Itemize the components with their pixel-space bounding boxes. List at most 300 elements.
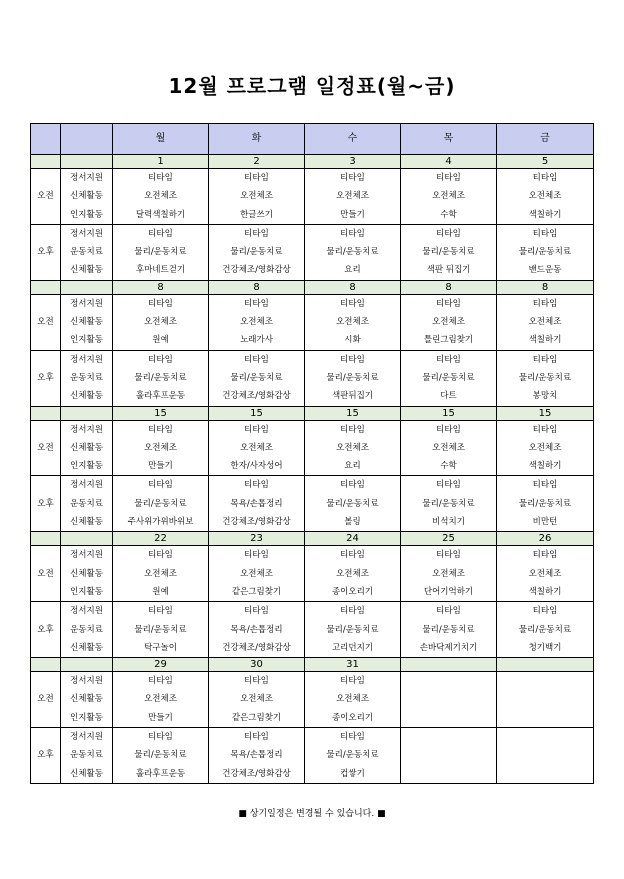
activity-cell xyxy=(113,672,209,728)
period-label: 오후 xyxy=(31,350,61,406)
morning-row xyxy=(31,546,594,602)
activity-text: 오전체조 xyxy=(240,694,273,705)
activity-cell xyxy=(113,546,209,602)
activity-text: 티타임 xyxy=(148,676,173,687)
category-label: 신체활동 xyxy=(70,768,103,779)
period-label: 오후 xyxy=(31,476,61,532)
activity-text: 오전체조 xyxy=(144,442,177,453)
category-label: 신체활동 xyxy=(70,317,103,328)
date-row-blank xyxy=(31,280,61,294)
activity-text: 종이오리기 xyxy=(331,712,374,723)
activity-cell xyxy=(209,350,305,406)
category-label: 정서지원 xyxy=(70,676,103,687)
day-header: 목 xyxy=(401,124,497,155)
activity-text xyxy=(497,672,593,690)
date-row xyxy=(31,280,594,294)
date-cell: 29 xyxy=(113,658,209,672)
activity-text: 건강체조/영화감상 xyxy=(222,642,291,653)
activity-text: 색판뒤집기 xyxy=(331,391,374,402)
activity-cell xyxy=(209,728,305,784)
activity-text: 오전체조 xyxy=(336,317,369,328)
activity-text: 비만턴 xyxy=(532,517,558,528)
activity-cell xyxy=(113,602,209,658)
activity-text: 물리/운동치료 xyxy=(518,624,572,635)
day-header: 화 xyxy=(209,124,305,155)
activity-text: 물리/운동치료 xyxy=(422,372,475,383)
activity-text: 만들기 xyxy=(148,461,173,472)
date-row-blank xyxy=(61,406,113,420)
morning-row xyxy=(31,294,594,350)
activity-text: 오전체조 xyxy=(432,317,465,328)
activity-text: 색칠하기 xyxy=(528,461,562,472)
activity-text: 티타임 xyxy=(436,298,461,309)
category-label: 정서지원 xyxy=(70,354,103,365)
activity-text: 티타임 xyxy=(340,173,365,183)
activity-text: 티타임 xyxy=(244,354,269,365)
activity-text: 티타임 xyxy=(532,550,558,561)
activity-text: 물리/운동치료 xyxy=(134,372,187,383)
category-label: 신체활동 xyxy=(70,694,103,705)
activity-text: 티타임 xyxy=(244,424,269,435)
category-cell xyxy=(61,169,113,225)
activity-cell xyxy=(401,602,497,658)
date-row xyxy=(31,155,594,169)
activity-text: 티타임 xyxy=(532,298,558,309)
date-cell: 24 xyxy=(305,532,401,546)
date-row-blank xyxy=(61,532,113,546)
activity-text xyxy=(497,709,593,727)
category-label: 운동치료 xyxy=(70,247,103,258)
activity-text: 티타임 xyxy=(148,173,173,183)
date-row xyxy=(31,658,594,672)
date-cell xyxy=(497,658,594,672)
activity-text xyxy=(497,728,593,746)
category-label: 신체활동 xyxy=(70,265,103,276)
activity-text: 다트 xyxy=(440,391,457,402)
activity-text: 물리/운동치료 xyxy=(422,624,475,635)
activity-text: 비석치기 xyxy=(432,517,465,528)
category-label: 인지활동 xyxy=(70,335,103,346)
activity-cell xyxy=(497,728,594,784)
date-cell: 25 xyxy=(401,532,497,546)
activity-cell xyxy=(305,728,401,784)
activity-text xyxy=(497,765,593,783)
activity-cell xyxy=(305,350,401,406)
activity-text xyxy=(401,746,496,764)
activity-text xyxy=(401,690,496,708)
activity-text: 티타임 xyxy=(244,676,269,687)
activity-cell xyxy=(401,728,497,784)
category-label: 신체활동 xyxy=(70,568,103,579)
activity-text xyxy=(401,765,496,783)
date-cell: 8 xyxy=(113,280,209,294)
category-cell xyxy=(61,294,113,350)
date-cell: 15 xyxy=(113,406,209,420)
activity-text: 물리/운동치료 xyxy=(326,372,379,383)
category-cell xyxy=(61,224,113,280)
activity-text: 오전체조 xyxy=(336,442,369,453)
category-label: 정서지원 xyxy=(70,424,103,435)
activity-text: 시화 xyxy=(344,335,361,346)
activity-cell xyxy=(113,350,209,406)
category-label: 인지활동 xyxy=(70,586,103,597)
activity-text: 오전체조 xyxy=(336,568,369,579)
period-label: 오후 xyxy=(31,224,61,280)
activity-text: 건강체조/영화감상 xyxy=(222,768,291,779)
date-cell: 4 xyxy=(401,155,497,169)
date-cell: 15 xyxy=(305,406,401,420)
activity-text: 노래가사 xyxy=(240,335,273,346)
category-label: 신체활동 xyxy=(70,517,103,528)
activity-cell xyxy=(497,420,594,476)
activity-text: 물리/운동치료 xyxy=(134,247,187,258)
activity-text: 단어기억하기 xyxy=(423,586,474,597)
activity-text: 물리/운동치료 xyxy=(326,750,379,761)
activity-text: 후마네트걷기 xyxy=(135,265,186,276)
header-blank-category xyxy=(61,124,113,155)
activity-text: 오전체조 xyxy=(144,694,177,705)
date-row-blank xyxy=(31,155,61,169)
activity-cell xyxy=(305,224,401,280)
activity-text: 티타임 xyxy=(148,228,173,239)
activity-text: 티타임 xyxy=(148,298,173,309)
activity-cell xyxy=(209,224,305,280)
activity-text: 오전체조 xyxy=(240,568,273,579)
activity-text: 오전체조 xyxy=(144,317,177,328)
activity-cell xyxy=(305,294,401,350)
date-cell: 8 xyxy=(401,280,497,294)
morning-row xyxy=(31,169,594,225)
activity-text: 티타임 xyxy=(436,354,461,365)
schedule-table xyxy=(30,123,594,784)
activity-text: 오전체조 xyxy=(240,442,273,453)
period-label: 오전 xyxy=(31,294,61,350)
period-label: 오전 xyxy=(31,420,61,476)
activity-cell xyxy=(401,672,497,728)
activity-cell xyxy=(305,420,401,476)
category-label: 신체활동 xyxy=(70,642,103,653)
activity-text: 티타임 xyxy=(340,606,365,617)
activity-cell xyxy=(113,294,209,350)
date-cell: 22 xyxy=(113,532,209,546)
activity-text: 오전체조 xyxy=(528,442,562,453)
activity-cell xyxy=(113,224,209,280)
activity-text: 색판 뒤집기 xyxy=(426,265,471,276)
activity-text: 물리/운동치료 xyxy=(518,247,572,258)
activity-cell xyxy=(305,546,401,602)
activity-text: 티타임 xyxy=(532,424,558,435)
date-row-blank xyxy=(31,532,61,546)
activity-cell xyxy=(497,546,594,602)
period-label: 오전 xyxy=(31,672,61,728)
category-label: 정서지원 xyxy=(70,298,103,309)
activity-text xyxy=(401,728,496,746)
activity-text: 목욕/손톱정리 xyxy=(230,498,283,509)
activity-text: 오전체조 xyxy=(144,191,177,202)
date-cell: 26 xyxy=(497,532,594,546)
activity-cell xyxy=(401,294,497,350)
activity-text xyxy=(497,690,593,708)
date-row-blank xyxy=(61,280,113,294)
activity-text: 같은그림찾기 xyxy=(231,586,282,597)
activity-cell xyxy=(401,169,497,225)
activity-text: 물리/운동치료 xyxy=(422,247,475,258)
date-row-blank xyxy=(61,155,113,169)
activity-cell xyxy=(209,420,305,476)
activity-text: 한글쓰기 xyxy=(240,209,273,220)
category-label: 정서지원 xyxy=(70,732,103,743)
activity-text: 물리/운동치료 xyxy=(134,624,187,635)
date-cell: 8 xyxy=(209,280,305,294)
date-cell: 5 xyxy=(497,155,594,169)
activity-text: 티타임 xyxy=(436,550,461,561)
activity-cell xyxy=(401,350,497,406)
activity-text: 티타임 xyxy=(340,228,365,239)
date-cell: 31 xyxy=(305,658,401,672)
activity-text: 요리 xyxy=(344,461,361,472)
category-label: 신체활동 xyxy=(70,191,103,202)
activity-cell xyxy=(209,546,305,602)
date-row-blank xyxy=(61,658,113,672)
activity-text: 티타임 xyxy=(148,354,173,365)
activity-text: 물리/운동치료 xyxy=(326,624,379,635)
activity-text xyxy=(401,709,496,727)
category-label: 정서지원 xyxy=(70,606,103,617)
date-row xyxy=(31,532,594,546)
activity-cell xyxy=(305,672,401,728)
date-cell: 23 xyxy=(209,532,305,546)
activity-cell xyxy=(113,420,209,476)
activity-text: 물리/운동치료 xyxy=(134,750,187,761)
activity-text: 티타임 xyxy=(532,606,558,617)
activity-text: 티타임 xyxy=(436,228,461,239)
activity-text: 훌라후프운동 xyxy=(135,768,186,779)
activity-text: 건강체조/영화감상 xyxy=(222,265,291,276)
activity-text: 밴드운동 xyxy=(528,265,562,276)
activity-text: 요리 xyxy=(344,265,361,276)
activity-text: 탁구놀이 xyxy=(144,642,177,653)
activity-text: 티타임 xyxy=(340,676,365,687)
activity-text: 목욕/손톱정리 xyxy=(230,624,283,635)
activity-text: 한자/사자성어 xyxy=(230,461,283,472)
activity-text: 티타임 xyxy=(244,480,269,491)
category-cell xyxy=(61,728,113,784)
activity-cell xyxy=(209,476,305,532)
activity-text: 원예 xyxy=(152,586,169,597)
date-cell: 15 xyxy=(209,406,305,420)
activity-cell xyxy=(497,169,594,225)
date-row xyxy=(31,406,594,420)
activity-text: 티타임 xyxy=(148,550,173,561)
activity-text: 물리/운동치료 xyxy=(518,372,572,383)
activity-text: 훌라후프운동 xyxy=(135,391,186,402)
period-label: 오후 xyxy=(31,728,61,784)
activity-text: 같은그림찾기 xyxy=(231,712,282,723)
activity-text: 오전체조 xyxy=(240,317,273,328)
schedule-title: 12월 프로그램 일정표(월~금) xyxy=(168,74,456,98)
activity-text: 고리던지기 xyxy=(331,642,374,653)
activity-text: 티타임 xyxy=(436,173,461,183)
activity-text: 건강체조/영화감상 xyxy=(222,517,291,528)
date-cell: 15 xyxy=(401,406,497,420)
date-cell: 1 xyxy=(113,155,209,169)
activity-text: 만들기 xyxy=(340,209,365,220)
activity-text: 오전체조 xyxy=(144,568,177,579)
activity-text: 색칠하기 xyxy=(528,335,562,346)
activity-text: 물리/운동치료 xyxy=(326,247,379,258)
activity-text: 색칠하기 xyxy=(528,209,562,220)
activity-cell xyxy=(113,476,209,532)
category-label: 운동치료 xyxy=(70,372,103,383)
activity-text: 물리/운동치료 xyxy=(230,247,283,258)
date-row-blank xyxy=(31,406,61,420)
category-cell xyxy=(61,672,113,728)
activity-text: 물리/운동치료 xyxy=(422,498,475,509)
activity-cell xyxy=(113,728,209,784)
activity-cell xyxy=(497,224,594,280)
activity-text: 티타임 xyxy=(244,298,269,309)
activity-text: 티타임 xyxy=(244,732,269,743)
activity-cell xyxy=(497,672,594,728)
activity-text: 티타임 xyxy=(148,480,173,491)
category-cell xyxy=(61,602,113,658)
category-cell xyxy=(61,350,113,406)
activity-text: 건강체조/영화감상 xyxy=(222,391,291,402)
activity-text: 티타임 xyxy=(340,732,365,743)
category-label: 신체활동 xyxy=(70,391,103,402)
activity-cell xyxy=(113,169,209,225)
activity-text: 오전체조 xyxy=(432,442,465,453)
category-label: 정서지원 xyxy=(70,228,103,239)
category-label: 운동치료 xyxy=(70,498,103,509)
category-cell xyxy=(61,420,113,476)
activity-cell xyxy=(305,169,401,225)
activity-text: 오전체조 xyxy=(240,191,273,202)
activity-text: 오전체조 xyxy=(432,568,465,579)
activity-text: 수학 xyxy=(440,209,457,220)
activity-text: 티타임 xyxy=(148,606,173,617)
day-header: 수 xyxy=(305,124,401,155)
activity-text: 티타임 xyxy=(436,606,461,617)
category-label: 정서지원 xyxy=(70,480,103,491)
activity-text: 티타임 xyxy=(532,354,558,365)
activity-text: 달력색칠하기 xyxy=(135,209,186,220)
period-label: 오후 xyxy=(31,602,61,658)
afternoon-row xyxy=(31,350,594,406)
afternoon-row xyxy=(31,602,594,658)
activity-text: 티타임 xyxy=(340,550,365,561)
activity-text: 봉망치 xyxy=(532,391,558,402)
activity-cell xyxy=(209,294,305,350)
activity-cell xyxy=(305,476,401,532)
activity-cell xyxy=(497,294,594,350)
activity-cell xyxy=(497,602,594,658)
activity-text: 물리/운동치료 xyxy=(326,498,379,509)
activity-cell xyxy=(209,602,305,658)
morning-row xyxy=(31,420,594,476)
morning-row xyxy=(31,672,594,728)
activity-text: 티타임 xyxy=(532,228,558,239)
activity-text: 원예 xyxy=(152,335,169,346)
day-header: 금 xyxy=(497,124,594,155)
activity-cell xyxy=(209,672,305,728)
afternoon-row xyxy=(31,476,594,532)
activity-text: 손바닥제기치기 xyxy=(419,642,478,653)
period-label: 오전 xyxy=(31,169,61,225)
activity-cell xyxy=(401,546,497,602)
activity-text: 물리/운동치료 xyxy=(134,498,187,509)
activity-text: 티타임 xyxy=(436,480,461,491)
activity-text: 티타임 xyxy=(148,732,173,743)
activity-text xyxy=(401,672,496,690)
date-cell: 8 xyxy=(497,280,594,294)
category-label: 운동치료 xyxy=(70,750,103,761)
day-header: 월 xyxy=(113,124,209,155)
category-label: 인지활동 xyxy=(70,461,103,472)
activity-cell xyxy=(401,420,497,476)
date-cell xyxy=(401,658,497,672)
activity-cell xyxy=(401,476,497,532)
activity-text: 티타임 xyxy=(532,173,558,183)
activity-cell xyxy=(305,602,401,658)
category-label: 인지활동 xyxy=(70,209,103,220)
category-label: 신체활동 xyxy=(70,442,103,453)
activity-text xyxy=(497,746,593,764)
activity-text: 티타임 xyxy=(340,424,365,435)
activity-cell xyxy=(497,476,594,532)
date-row-blank xyxy=(31,658,61,672)
activity-text: 수학 xyxy=(440,461,457,472)
afternoon-row xyxy=(31,224,594,280)
header-blank-period xyxy=(31,124,61,155)
date-cell: 3 xyxy=(305,155,401,169)
change-notice: ■ 상기일정은 변경될 수 있습니다. ■ xyxy=(238,809,386,819)
activity-text: 티타임 xyxy=(244,228,269,239)
activity-text: 티타임 xyxy=(340,298,365,309)
activity-text: 티타임 xyxy=(244,606,269,617)
activity-cell xyxy=(497,350,594,406)
activity-text: 티타임 xyxy=(244,173,269,183)
category-cell xyxy=(61,546,113,602)
activity-text: 종이오리기 xyxy=(331,586,374,597)
activity-text: 물리/운동치료 xyxy=(230,372,283,383)
activity-text: 만들기 xyxy=(148,712,173,723)
activity-cell xyxy=(401,224,497,280)
afternoon-row xyxy=(31,728,594,784)
activity-text: 색칠하기 xyxy=(528,586,562,597)
activity-text: 오전체조 xyxy=(528,191,562,202)
date-cell: 2 xyxy=(209,155,305,169)
activity-text: 청기백기 xyxy=(528,642,562,653)
category-label: 인지활동 xyxy=(70,712,103,723)
header-row xyxy=(31,124,594,155)
activity-text: 티타임 xyxy=(340,354,365,365)
activity-text: 틀린그림찾기 xyxy=(423,335,474,346)
activity-text: 티타임 xyxy=(148,424,173,435)
activity-text: 주사위가위바위보 xyxy=(127,517,194,528)
date-cell: 30 xyxy=(209,658,305,672)
activity-text: 티타임 xyxy=(532,480,558,491)
category-cell xyxy=(61,476,113,532)
activity-text: 티타임 xyxy=(436,424,461,435)
activity-text: 오전체조 xyxy=(528,568,562,579)
activity-text: 물리/운동치료 xyxy=(518,498,572,509)
activity-text: 오전체조 xyxy=(336,694,369,705)
date-cell: 15 xyxy=(497,406,594,420)
category-label: 정서지원 xyxy=(70,550,103,561)
activity-text: 오전체조 xyxy=(528,317,562,328)
activity-text: 티타임 xyxy=(340,480,365,491)
